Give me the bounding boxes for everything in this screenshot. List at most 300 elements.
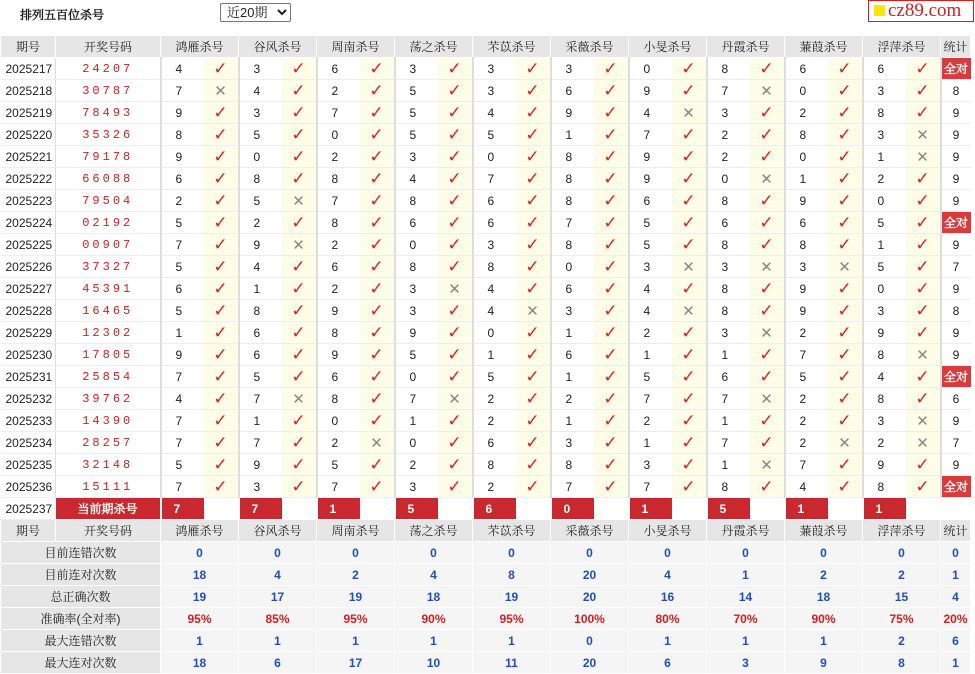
table-row xyxy=(1,58,971,80)
header-method-4[interactable]: 荡之杀号 xyxy=(395,36,473,58)
summary-value: 80% xyxy=(629,608,707,630)
header-method-9[interactable]: 蒹葭杀号 xyxy=(785,36,863,58)
result-mark-cell xyxy=(438,58,473,80)
result-mark-cell xyxy=(750,366,785,388)
check-mark-icon: ✓ xyxy=(291,124,306,144)
kill-number-cell: 7 xyxy=(551,476,594,498)
result-mark-cell xyxy=(750,190,785,212)
header-method-6[interactable]: 采薇杀号 xyxy=(551,36,629,58)
check-mark-icon: ✓ xyxy=(915,300,930,320)
row-stat-cell: 7 xyxy=(941,256,971,278)
header-method-10[interactable]: 浮萍杀号 xyxy=(863,36,941,58)
kill-number-cell: 2 xyxy=(317,146,360,168)
result-mark-cell xyxy=(204,476,239,498)
summary-value: 19 xyxy=(473,586,551,608)
result-mark-cell xyxy=(750,432,785,454)
kill-number-cell: 9 xyxy=(863,322,906,344)
logo-text: cz89.com xyxy=(888,0,962,21)
check-mark-icon: ✓ xyxy=(213,410,228,430)
kill-number-cell: 2 xyxy=(161,190,204,212)
header-method-8[interactable]: 丹霞杀号 xyxy=(707,520,785,542)
check-mark-icon: ✓ xyxy=(915,322,930,342)
check-mark-icon: ✓ xyxy=(837,80,852,100)
result-mark-cell xyxy=(438,146,473,168)
header-method-2[interactable]: 谷风杀号 xyxy=(239,36,317,58)
cross-mark-icon: ✕ xyxy=(760,170,773,188)
summary-value: 2 xyxy=(785,564,863,586)
result-mark-cell xyxy=(594,366,629,388)
check-mark-icon: ✓ xyxy=(837,58,852,78)
draw-number-cell: 25854 xyxy=(56,366,161,388)
kill-number-cell: 6 xyxy=(317,256,360,278)
kill-number-cell: 1 xyxy=(629,344,672,366)
current-blank-cell xyxy=(516,498,551,520)
kill-number-cell: 0 xyxy=(395,234,438,256)
result-mark-cell xyxy=(516,432,551,454)
kill-number-cell: 3 xyxy=(707,322,750,344)
summary-value: 0 xyxy=(317,542,395,564)
check-mark-icon: ✓ xyxy=(291,344,306,364)
check-mark-icon: ✓ xyxy=(681,322,696,342)
check-mark-icon: ✓ xyxy=(525,322,540,342)
kill-number-cell: 8 xyxy=(707,58,750,80)
result-mark-cell xyxy=(594,234,629,256)
check-mark-icon: ✓ xyxy=(837,300,852,320)
current-blank-cell xyxy=(906,498,941,520)
header-method-3[interactable]: 周南杀号 xyxy=(317,520,395,542)
summary-value: 0 xyxy=(941,542,971,564)
kill-number-cell: 4 xyxy=(629,102,672,124)
result-mark-cell xyxy=(438,234,473,256)
kill-number-cell: 3 xyxy=(239,58,282,80)
check-mark-icon: ✓ xyxy=(759,58,774,78)
kill-number-cell: 4 xyxy=(161,58,204,80)
check-mark-icon: ✓ xyxy=(213,58,228,78)
check-mark-icon: ✓ xyxy=(681,190,696,210)
result-mark-cell xyxy=(204,322,239,344)
result-mark-cell xyxy=(516,102,551,124)
result-mark-cell xyxy=(360,300,395,322)
result-mark-cell xyxy=(750,102,785,124)
current-kill-number: 1 xyxy=(785,498,828,520)
check-mark-icon: ✓ xyxy=(525,432,540,452)
check-mark-icon: ✓ xyxy=(213,366,228,386)
summary-row xyxy=(1,542,971,564)
check-mark-icon: ✓ xyxy=(213,388,228,408)
check-mark-icon: ✓ xyxy=(915,476,930,496)
summary-value: 18 xyxy=(395,586,473,608)
result-mark-cell xyxy=(360,146,395,168)
result-mark-cell xyxy=(438,454,473,476)
issue-cell: 2025221 xyxy=(1,146,56,168)
result-mark-cell xyxy=(204,190,239,212)
result-mark-cell xyxy=(282,80,317,102)
check-mark-icon: ✓ xyxy=(291,168,306,188)
kill-number-cell: 3 xyxy=(629,454,672,476)
summary-value: 85% xyxy=(239,608,317,630)
check-mark-icon: ✓ xyxy=(603,256,618,276)
current-kill-number: 7 xyxy=(161,498,204,520)
kill-number-cell: 8 xyxy=(785,234,828,256)
check-mark-icon: ✓ xyxy=(213,344,228,364)
check-mark-icon: ✓ xyxy=(837,168,852,188)
row-stat-cell: 8 xyxy=(941,300,971,322)
kill-number-cell: 0 xyxy=(317,410,360,432)
kill-number-cell: 5 xyxy=(395,80,438,102)
check-mark-icon: ✓ xyxy=(447,300,462,320)
check-mark-icon: ✓ xyxy=(681,80,696,100)
check-mark-icon: ✓ xyxy=(915,102,930,122)
check-mark-icon: ✓ xyxy=(603,102,618,122)
check-mark-icon: ✓ xyxy=(603,432,618,452)
kill-number-cell: 2 xyxy=(785,410,828,432)
result-mark-cell xyxy=(750,300,785,322)
kill-number-cell: 1 xyxy=(473,344,516,366)
check-mark-icon: ✓ xyxy=(525,366,540,386)
check-mark-icon: ✓ xyxy=(603,410,618,430)
kill-number-cell: 2 xyxy=(785,102,828,124)
result-mark-cell xyxy=(360,432,395,454)
current-issue-cell: 2025237 xyxy=(1,498,56,520)
result-mark-cell xyxy=(360,344,395,366)
check-mark-icon: ✓ xyxy=(759,410,774,430)
check-mark-icon: ✓ xyxy=(447,190,462,210)
kill-number-cell: 2 xyxy=(863,432,906,454)
issue-cell: 2025232 xyxy=(1,388,56,410)
kill-number-cell: 7 xyxy=(317,476,360,498)
kill-number-cell: 7 xyxy=(629,388,672,410)
check-mark-icon: ✓ xyxy=(837,476,852,496)
header-method-6[interactable]: 采薇杀号 xyxy=(551,520,629,542)
cross-mark-icon: ✕ xyxy=(916,434,929,452)
draw-number-cell: 79178 xyxy=(56,146,161,168)
kill-number-cell: 9 xyxy=(317,300,360,322)
check-mark-icon: ✓ xyxy=(369,256,384,276)
result-mark-cell xyxy=(594,80,629,102)
check-mark-icon: ✓ xyxy=(603,344,618,364)
summary-value: 2 xyxy=(863,630,941,652)
kill-number-cell: 2 xyxy=(785,388,828,410)
result-mark-cell xyxy=(672,432,707,454)
cross-mark-icon: ✕ xyxy=(760,82,773,100)
header-method-10[interactable]: 浮萍杀号 xyxy=(863,520,941,542)
result-mark-cell xyxy=(594,388,629,410)
result-mark-cell xyxy=(750,322,785,344)
kill-number-cell: 1 xyxy=(551,410,594,432)
header-method-5[interactable]: 芣苡杀号 xyxy=(473,36,551,58)
result-mark-cell xyxy=(594,322,629,344)
check-mark-icon: ✓ xyxy=(291,58,306,78)
header-draw: 开奖号码 xyxy=(56,520,161,542)
current-stat-cell xyxy=(941,498,971,520)
kill-number-cell: 5 xyxy=(785,366,828,388)
cross-mark-icon: ✕ xyxy=(916,412,929,430)
check-mark-icon: ✓ xyxy=(603,58,618,78)
header-method-1[interactable]: 鸿雁杀号 xyxy=(161,36,239,58)
draw-number-cell: 66088 xyxy=(56,168,161,190)
table-row xyxy=(1,234,971,256)
kill-number-cell: 1 xyxy=(785,168,828,190)
site-logo[interactable] xyxy=(868,0,974,22)
kill-number-cell: 9 xyxy=(629,168,672,190)
kill-number-cell: 8 xyxy=(863,344,906,366)
result-mark-cell xyxy=(438,102,473,124)
kill-number-cell: 4 xyxy=(629,300,672,322)
kill-number-cell: 2 xyxy=(473,476,516,498)
current-kill-number: 1 xyxy=(863,498,906,520)
result-mark-cell xyxy=(906,146,941,168)
check-mark-icon: ✓ xyxy=(291,432,306,452)
result-mark-cell xyxy=(828,190,863,212)
header-method-3[interactable]: 周南杀号 xyxy=(317,36,395,58)
kill-number-cell: 8 xyxy=(863,476,906,498)
kill-number-cell: 9 xyxy=(785,278,828,300)
issue-cell: 2025228 xyxy=(1,300,56,322)
result-mark-cell xyxy=(282,146,317,168)
table-row xyxy=(1,388,971,410)
result-mark-cell xyxy=(282,344,317,366)
kill-number-cell: 7 xyxy=(317,190,360,212)
kill-number-cell: 6 xyxy=(707,212,750,234)
logo-square-icon xyxy=(874,5,885,16)
kill-number-cell: 5 xyxy=(239,124,282,146)
result-mark-cell xyxy=(438,300,473,322)
table-row xyxy=(1,476,971,498)
result-mark-cell xyxy=(906,124,941,146)
check-mark-icon: ✓ xyxy=(447,168,462,188)
result-mark-cell xyxy=(204,410,239,432)
check-mark-icon: ✓ xyxy=(369,102,384,122)
kill-number-cell: 7 xyxy=(161,366,204,388)
result-mark-cell xyxy=(828,256,863,278)
result-mark-cell xyxy=(282,410,317,432)
kill-number-cell: 3 xyxy=(473,234,516,256)
check-mark-icon: ✓ xyxy=(759,476,774,496)
header-method-8[interactable]: 丹霞杀号 xyxy=(707,36,785,58)
page-title: 排列五百位杀号 xyxy=(20,8,105,22)
cross-mark-icon: ✕ xyxy=(916,346,929,364)
kill-number-cell: 7 xyxy=(785,454,828,476)
summary-value: 95% xyxy=(473,608,551,630)
result-mark-cell xyxy=(282,476,317,498)
check-mark-icon: ✓ xyxy=(525,256,540,276)
result-mark-cell xyxy=(516,278,551,300)
summary-value: 17 xyxy=(317,652,395,674)
check-mark-icon: ✓ xyxy=(213,256,228,276)
cross-mark-icon: ✕ xyxy=(526,302,539,320)
result-mark-cell xyxy=(204,278,239,300)
check-mark-icon: ✓ xyxy=(681,388,696,408)
kill-number-cell: 8 xyxy=(707,278,750,300)
result-mark-cell xyxy=(438,476,473,498)
check-mark-icon: ✓ xyxy=(369,410,384,430)
result-mark-cell xyxy=(438,388,473,410)
current-blank-cell xyxy=(360,498,395,520)
result-mark-cell xyxy=(828,58,863,80)
result-mark-cell xyxy=(204,80,239,102)
result-mark-cell xyxy=(906,454,941,476)
draw-number-cell: 15111 xyxy=(56,476,161,498)
result-mark-cell xyxy=(516,168,551,190)
check-mark-icon: ✓ xyxy=(369,80,384,100)
result-mark-cell xyxy=(672,212,707,234)
kill-number-cell: 2 xyxy=(785,432,828,454)
header-method-4[interactable]: 荡之杀号 xyxy=(395,520,473,542)
current-kill-number: 6 xyxy=(473,498,516,520)
result-mark-cell xyxy=(672,124,707,146)
check-mark-icon: ✓ xyxy=(525,146,540,166)
cross-mark-icon: ✕ xyxy=(916,148,929,166)
summary-value: 6 xyxy=(629,652,707,674)
result-mark-cell xyxy=(282,432,317,454)
table-row xyxy=(1,410,971,432)
kill-number-cell: 1 xyxy=(239,410,282,432)
summary-value: 19 xyxy=(317,586,395,608)
range-select[interactable] xyxy=(220,3,291,22)
summary-value: 0 xyxy=(161,542,239,564)
issue-cell: 2025227 xyxy=(1,278,56,300)
check-mark-icon: ✓ xyxy=(759,102,774,122)
table-row xyxy=(1,300,971,322)
summary-value: 100% xyxy=(551,608,629,630)
check-mark-icon: ✓ xyxy=(837,278,852,298)
summary-value: 1 xyxy=(317,630,395,652)
summary-label: 目前连错次数 xyxy=(1,542,161,564)
cross-mark-icon: ✕ xyxy=(448,390,461,408)
result-mark-cell xyxy=(282,190,317,212)
check-mark-icon: ✓ xyxy=(213,278,228,298)
check-mark-icon: ✓ xyxy=(603,168,618,188)
check-mark-icon: ✓ xyxy=(759,432,774,452)
check-mark-icon: ✓ xyxy=(759,366,774,386)
result-mark-cell xyxy=(360,124,395,146)
kill-number-cell: 0 xyxy=(239,146,282,168)
check-mark-icon: ✓ xyxy=(603,300,618,320)
result-mark-cell xyxy=(360,410,395,432)
header-method-9[interactable]: 蒹葭杀号 xyxy=(785,520,863,542)
header-method-2[interactable]: 谷风杀号 xyxy=(239,520,317,542)
result-mark-cell xyxy=(438,410,473,432)
result-mark-cell xyxy=(594,278,629,300)
result-mark-cell xyxy=(438,256,473,278)
summary-value: 8 xyxy=(863,652,941,674)
row-stat-cell: 全对 xyxy=(941,476,971,498)
check-mark-icon: ✓ xyxy=(447,102,462,122)
result-mark-cell xyxy=(750,80,785,102)
header-method-7[interactable]: 小旻杀号 xyxy=(629,520,707,542)
summary-value: 15 xyxy=(863,586,941,608)
header-method-1[interactable]: 鸿雁杀号 xyxy=(161,520,239,542)
check-mark-icon: ✓ xyxy=(447,146,462,166)
kill-number-cell: 5 xyxy=(161,256,204,278)
check-mark-icon: ✓ xyxy=(525,344,540,364)
kill-number-cell: 5 xyxy=(395,102,438,124)
draw-number-cell: 24207 xyxy=(56,58,161,80)
result-mark-cell xyxy=(906,344,941,366)
result-mark-cell xyxy=(672,80,707,102)
check-mark-icon: ✓ xyxy=(915,366,930,386)
summary-value: 1 xyxy=(707,630,785,652)
check-mark-icon: ✓ xyxy=(291,278,306,298)
kill-number-cell: 9 xyxy=(785,190,828,212)
header-method-7[interactable]: 小旻杀号 xyxy=(629,36,707,58)
kill-number-table xyxy=(0,35,971,674)
result-mark-cell xyxy=(360,322,395,344)
draw-number-cell: 45391 xyxy=(56,278,161,300)
check-mark-icon: ✓ xyxy=(915,278,930,298)
kill-number-cell: 6 xyxy=(239,344,282,366)
summary-value: 4 xyxy=(239,564,317,586)
check-mark-icon: ✓ xyxy=(369,366,384,386)
current-kill-number: 0 xyxy=(551,498,594,520)
issue-cell: 2025217 xyxy=(1,58,56,80)
result-mark-cell xyxy=(516,344,551,366)
cross-mark-icon: ✕ xyxy=(682,258,695,276)
check-mark-icon: ✓ xyxy=(213,102,228,122)
cross-mark-icon: ✕ xyxy=(838,434,851,452)
draw-number-cell: 14390 xyxy=(56,410,161,432)
result-mark-cell xyxy=(282,58,317,80)
kill-number-cell: 5 xyxy=(629,366,672,388)
kill-number-cell: 8 xyxy=(473,454,516,476)
summary-value: 4 xyxy=(629,564,707,586)
kill-number-cell: 2 xyxy=(395,454,438,476)
check-mark-icon: ✓ xyxy=(213,322,228,342)
header-method-5[interactable]: 芣苡杀号 xyxy=(473,520,551,542)
result-mark-cell xyxy=(672,256,707,278)
result-mark-cell xyxy=(594,168,629,190)
current-blank-cell xyxy=(594,498,629,520)
summary-value: 18 xyxy=(161,564,239,586)
result-mark-cell xyxy=(516,256,551,278)
result-mark-cell xyxy=(828,322,863,344)
result-mark-cell xyxy=(906,256,941,278)
check-mark-icon: ✓ xyxy=(213,168,228,188)
kill-number-cell: 1 xyxy=(161,322,204,344)
kill-number-cell: 1 xyxy=(551,322,594,344)
kill-number-cell: 5 xyxy=(473,124,516,146)
kill-number-cell: 6 xyxy=(863,58,906,80)
check-mark-icon: ✓ xyxy=(603,278,618,298)
result-mark-cell xyxy=(204,58,239,80)
kill-number-cell: 6 xyxy=(551,344,594,366)
check-mark-icon: ✓ xyxy=(369,344,384,364)
kill-number-cell: 5 xyxy=(317,454,360,476)
kill-number-cell: 8 xyxy=(551,234,594,256)
kill-number-cell: 2 xyxy=(473,410,516,432)
draw-number-cell: 35326 xyxy=(56,124,161,146)
result-mark-cell xyxy=(828,212,863,234)
check-mark-icon: ✓ xyxy=(369,168,384,188)
summary-value: 9 xyxy=(785,652,863,674)
check-mark-icon: ✓ xyxy=(915,234,930,254)
kill-number-cell: 5 xyxy=(863,212,906,234)
check-mark-icon: ✓ xyxy=(759,344,774,364)
kill-number-cell: 5 xyxy=(629,234,672,256)
result-mark-cell xyxy=(282,388,317,410)
current-blank-cell xyxy=(828,498,863,520)
kill-number-cell: 8 xyxy=(473,256,516,278)
kill-number-cell: 4 xyxy=(863,366,906,388)
result-mark-cell xyxy=(438,366,473,388)
result-mark-cell xyxy=(282,366,317,388)
result-mark-cell xyxy=(438,124,473,146)
check-mark-icon: ✓ xyxy=(837,212,852,232)
kill-number-cell: 3 xyxy=(551,300,594,322)
result-mark-cell xyxy=(594,476,629,498)
kill-number-cell: 4 xyxy=(473,278,516,300)
check-mark-icon: ✓ xyxy=(525,58,540,78)
